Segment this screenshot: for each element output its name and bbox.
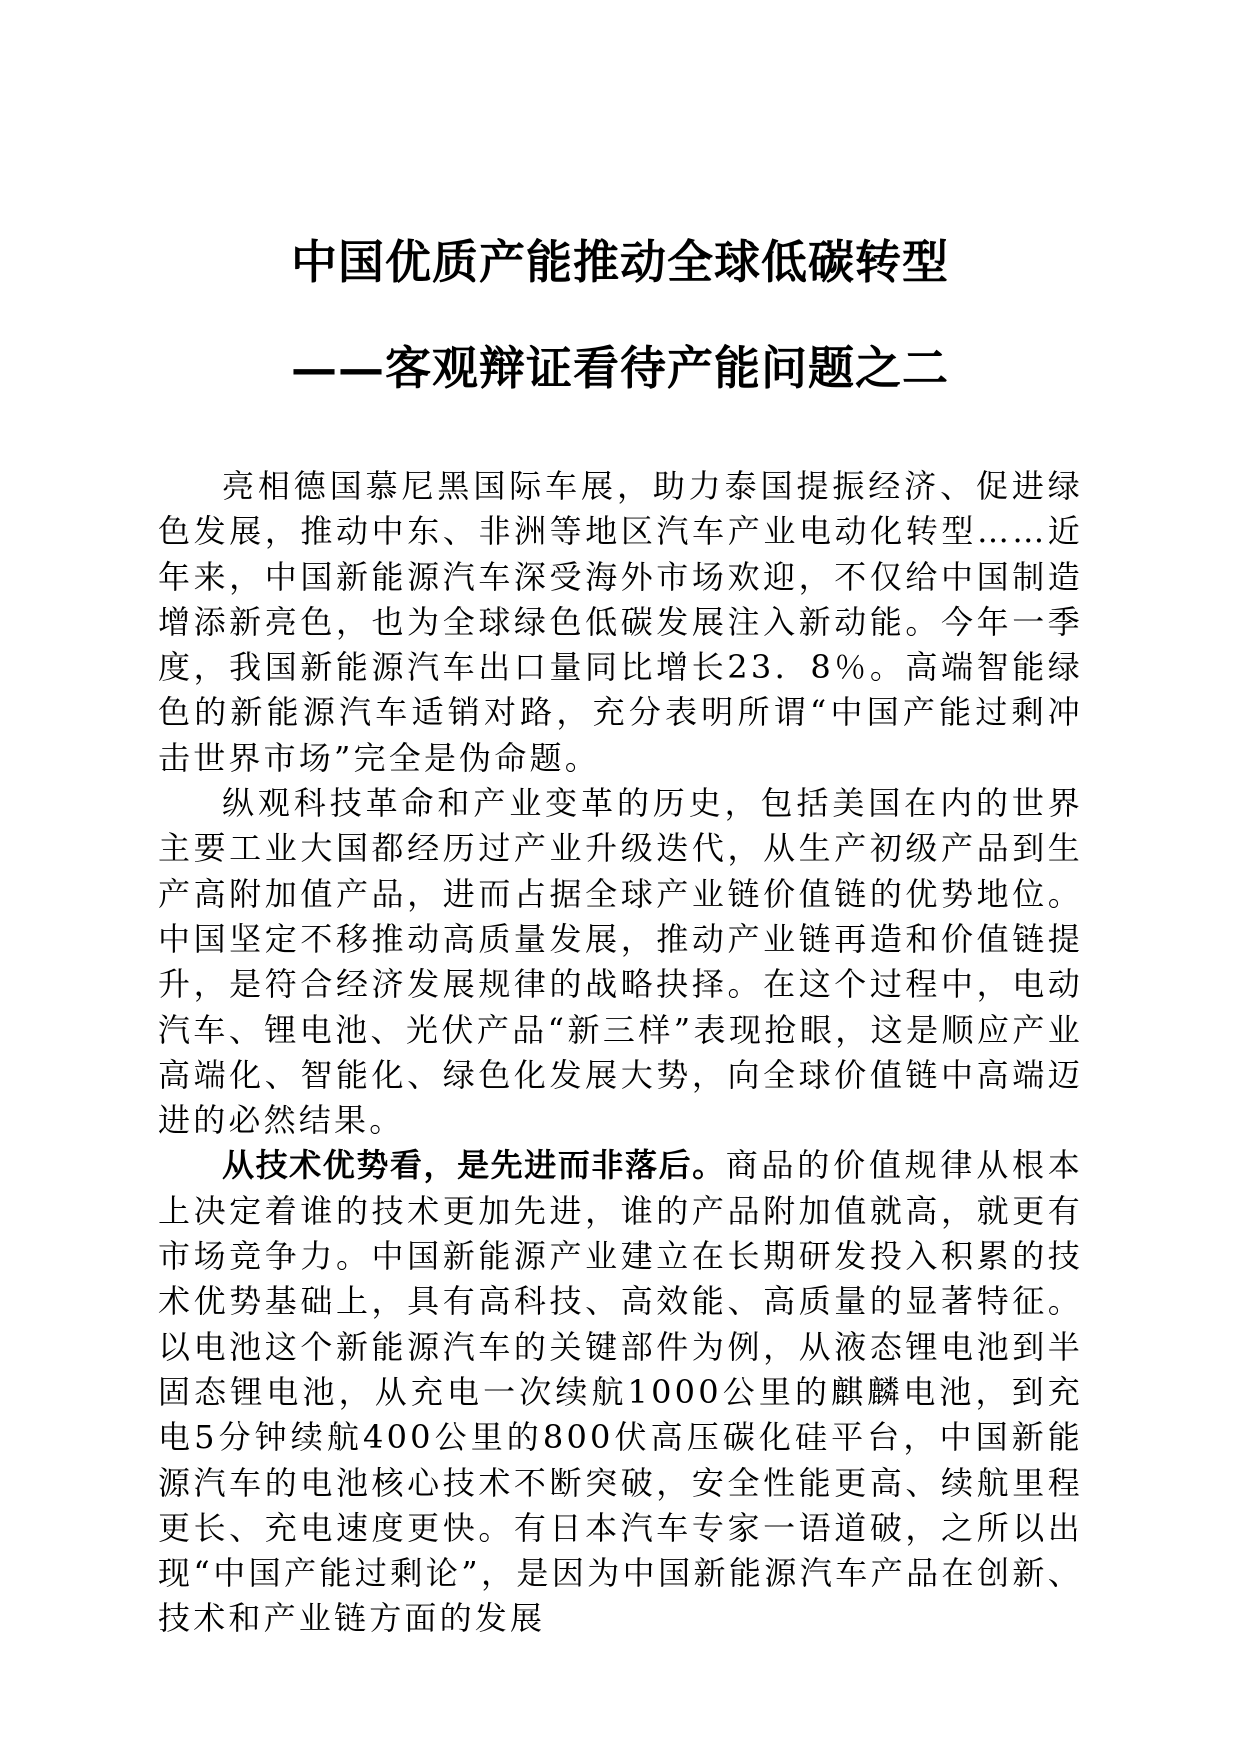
paragraph-1-text: 亮相德国慕尼黑国际车展，助力泰国提振经济、促进绿色发展，推动中东、非洲等地区汽车产业电动化转型……近年来，中国新能源汽车深受海外市场欢迎，不仅给中国制造增添新亮色，也为全球绿色低碳发展注入新动能。今年一季度，我国新能源汽车出口量同比增长23．8％。高端智能绿色的新能源汽车适销对路，充分表明所谓“中国产能过剩冲击世界市场”完全是伪命题。 [158,467,1083,777]
document-title: 中国优质产能推动全球低碳转型 [291,235,949,289]
paragraph-3 [158,1143,1083,1641]
paragraph-3-lead: 从技术优势看，是先进而非落后。 [222,1146,726,1185]
document-subtitle: ——客观辩证看待产能问题之二 [291,341,949,395]
paragraph-3-text: 商品的价值规律从根本上决定着谁的技术更加先进，谁的产品附加值就高，就更有市场竞争力。中国新能源产业建立在长期研发投入积累的技术优势基础上，具有高科技、高效能、高质量的显著特征。以电池这个新能源汽车的关键部件为例，从液态锂电池到半固态锂电池，从充电一次续航1000公里的麒麟电池，到充电5分钟续航400公里的800伏高压碳化硅平台，中国新能源汽车的电池核心技术不断突破，安全性能更高、续航里程更长、充电速度更快。有日本汽车专家一语道破，之所以出现“中国产能过剩论”，是因为中国新能源汽车产品在创新、技术和产业链方面的发展 [158,1146,1083,1638]
paragraph-2-text: 纵观科技革命和产业变革的历史，包括美国在内的世界主要工业大国都经历过产业升级迭代，从生产初级产品到生产高附加值产品，进而占据全球产业链价值链的优势地位。中国坚定不移推动高质量发展，推动产业链再造和价值链提升，是符合经济发展规律的战略抉择。在这个过程中，电动汽车、锂电池、光伏产品“新三样”表现抢眼，这是顺应产业高端化、智能化、绿色化发展大势，向全球价值链中高端迈进的必然结果。 [158,784,1083,1140]
paragraph-1 [158,464,1083,781]
document-body [158,464,1083,1642]
paragraph-2 [158,781,1083,1143]
